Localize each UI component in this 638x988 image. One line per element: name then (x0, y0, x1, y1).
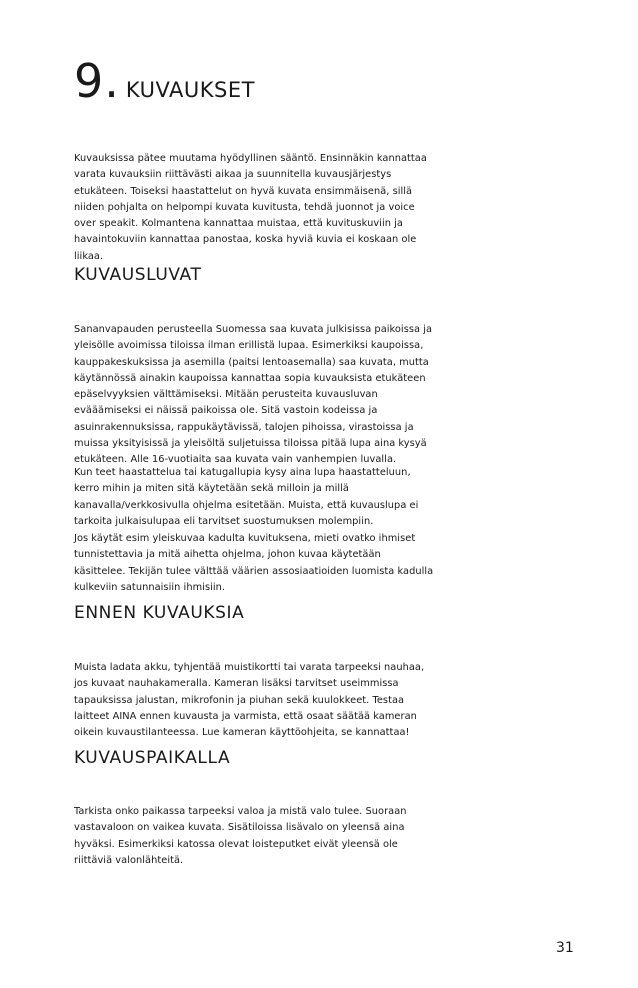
chapter-number: 9. (74, 54, 120, 108)
section-paragraph: Tarkista onko paikassa tarpeeksi valoa ja mistä valo tulee. Suoraan vastavaloon on vaikea kuvata. Sisätiloissa lisävalo on yleensä aina hyväksi. Esimerkiksi katossa olevat loisteputket eivät yleensä ole riittäviä valonlähteitä. (74, 806, 407, 866)
section-paragraph: Sananvapauden perusteella Suomessa saa kuvata julkisissa paikoissa ja yleisölle avoimissa tiloissa ilman erillistä lupaa. Esimerkiksi kaupoissa, kauppakeskuksissa ja asemilla (paitsi lentoasemalla) saa kuvata, mutta käytännössä ainakin kaupoissa kannattaa sopia kuvauksista etukäteen epäselvyyksien välttämiseksi. Mitään perusteita kuvausluvan evääämiseksi ei näissä paikoissa ole. Sitä vastoin kodeissa ja asuinrakennuksissa, rappukäytävissä, talojen pihoissa, virastoissa ja muissa yksityisissä ja yleisöltä suljetuissa tiloissa pitää lupa aina kysyä etukäteen. Alle 16-vuotiaita saa kuvata vain vanhempien luvalla. (74, 324, 433, 466)
chapter-title: KUVAUKSET (125, 78, 255, 102)
section-heading-kuvauspaikalla: KUVAUSPAIKALLA (74, 748, 231, 768)
intro-paragraph: Kuvauksissa pätee muutama hyödyllinen sääntö. Ensinnäkin kannattaa varata kuvauksiin riittävästi aikaa ja suunnitella kuvausjärjestys etukäteen. Toiseksi haastattelut on hyvä kuvata ensimmäisenä, sillä niiden pohjalta on helpompi kuvata kuvitusta, tehdä juonnot ja voice over speakit. Kolmantena kannattaa muistaa, että kuvituskuviin ja havaintokuviin kannattaa panostaa, koska hyviä kuvia ei koskaan ole liikaa. (74, 153, 427, 262)
section-paragraph: Kun teet haastattelua tai katugallupia kysy aina lupa haastatteluun, kerro mihin ja miten sitä käytetään sekä milloin ja millä kanavalla/verkkosivulla ohjelma esitetään. Muista, että kuvauslupa ei tarkoita julkaisulupaa eli tarvitset suostumuksen molempiin. (74, 467, 419, 527)
section-paragraph: Muista ladata akku, tyhjentää muistikortti tai varata tarpeeksi nauhaa, jos kuvaat nauhakameralla. Kameran lisäksi tarvitset useimmissa tapauksissa jalustan, mikrofonin ja piuhan sekä kuulokkeet. Testaa laitteet AINA ennen kuvausta ja varmista, että osaat säätää kameran oikein kuvaustilanteessa. Lue kameran käyttöohjeita, se kannattaa! (74, 662, 425, 739)
section-heading-kuvausluvat: KUVAUSLUVAT (74, 265, 202, 285)
page-number: 31 (556, 940, 574, 956)
section-paragraph: Jos käytät esim yleiskuvaa kadulta kuvituksena, mieti ovatko ihmiset tunnistettavia ja mitä aihetta ohjelma, johon kuvaa käytetään käsittelee. Tekijän tulee välttää väärien assosiaatioiden luomista kadulla kulkeviin satunnaisiin ihmisiin. (74, 533, 434, 593)
section-heading-ennen-kuvauksia: ENNEN KUVAUKSIA (74, 603, 245, 623)
chapter-heading (74, 54, 255, 108)
